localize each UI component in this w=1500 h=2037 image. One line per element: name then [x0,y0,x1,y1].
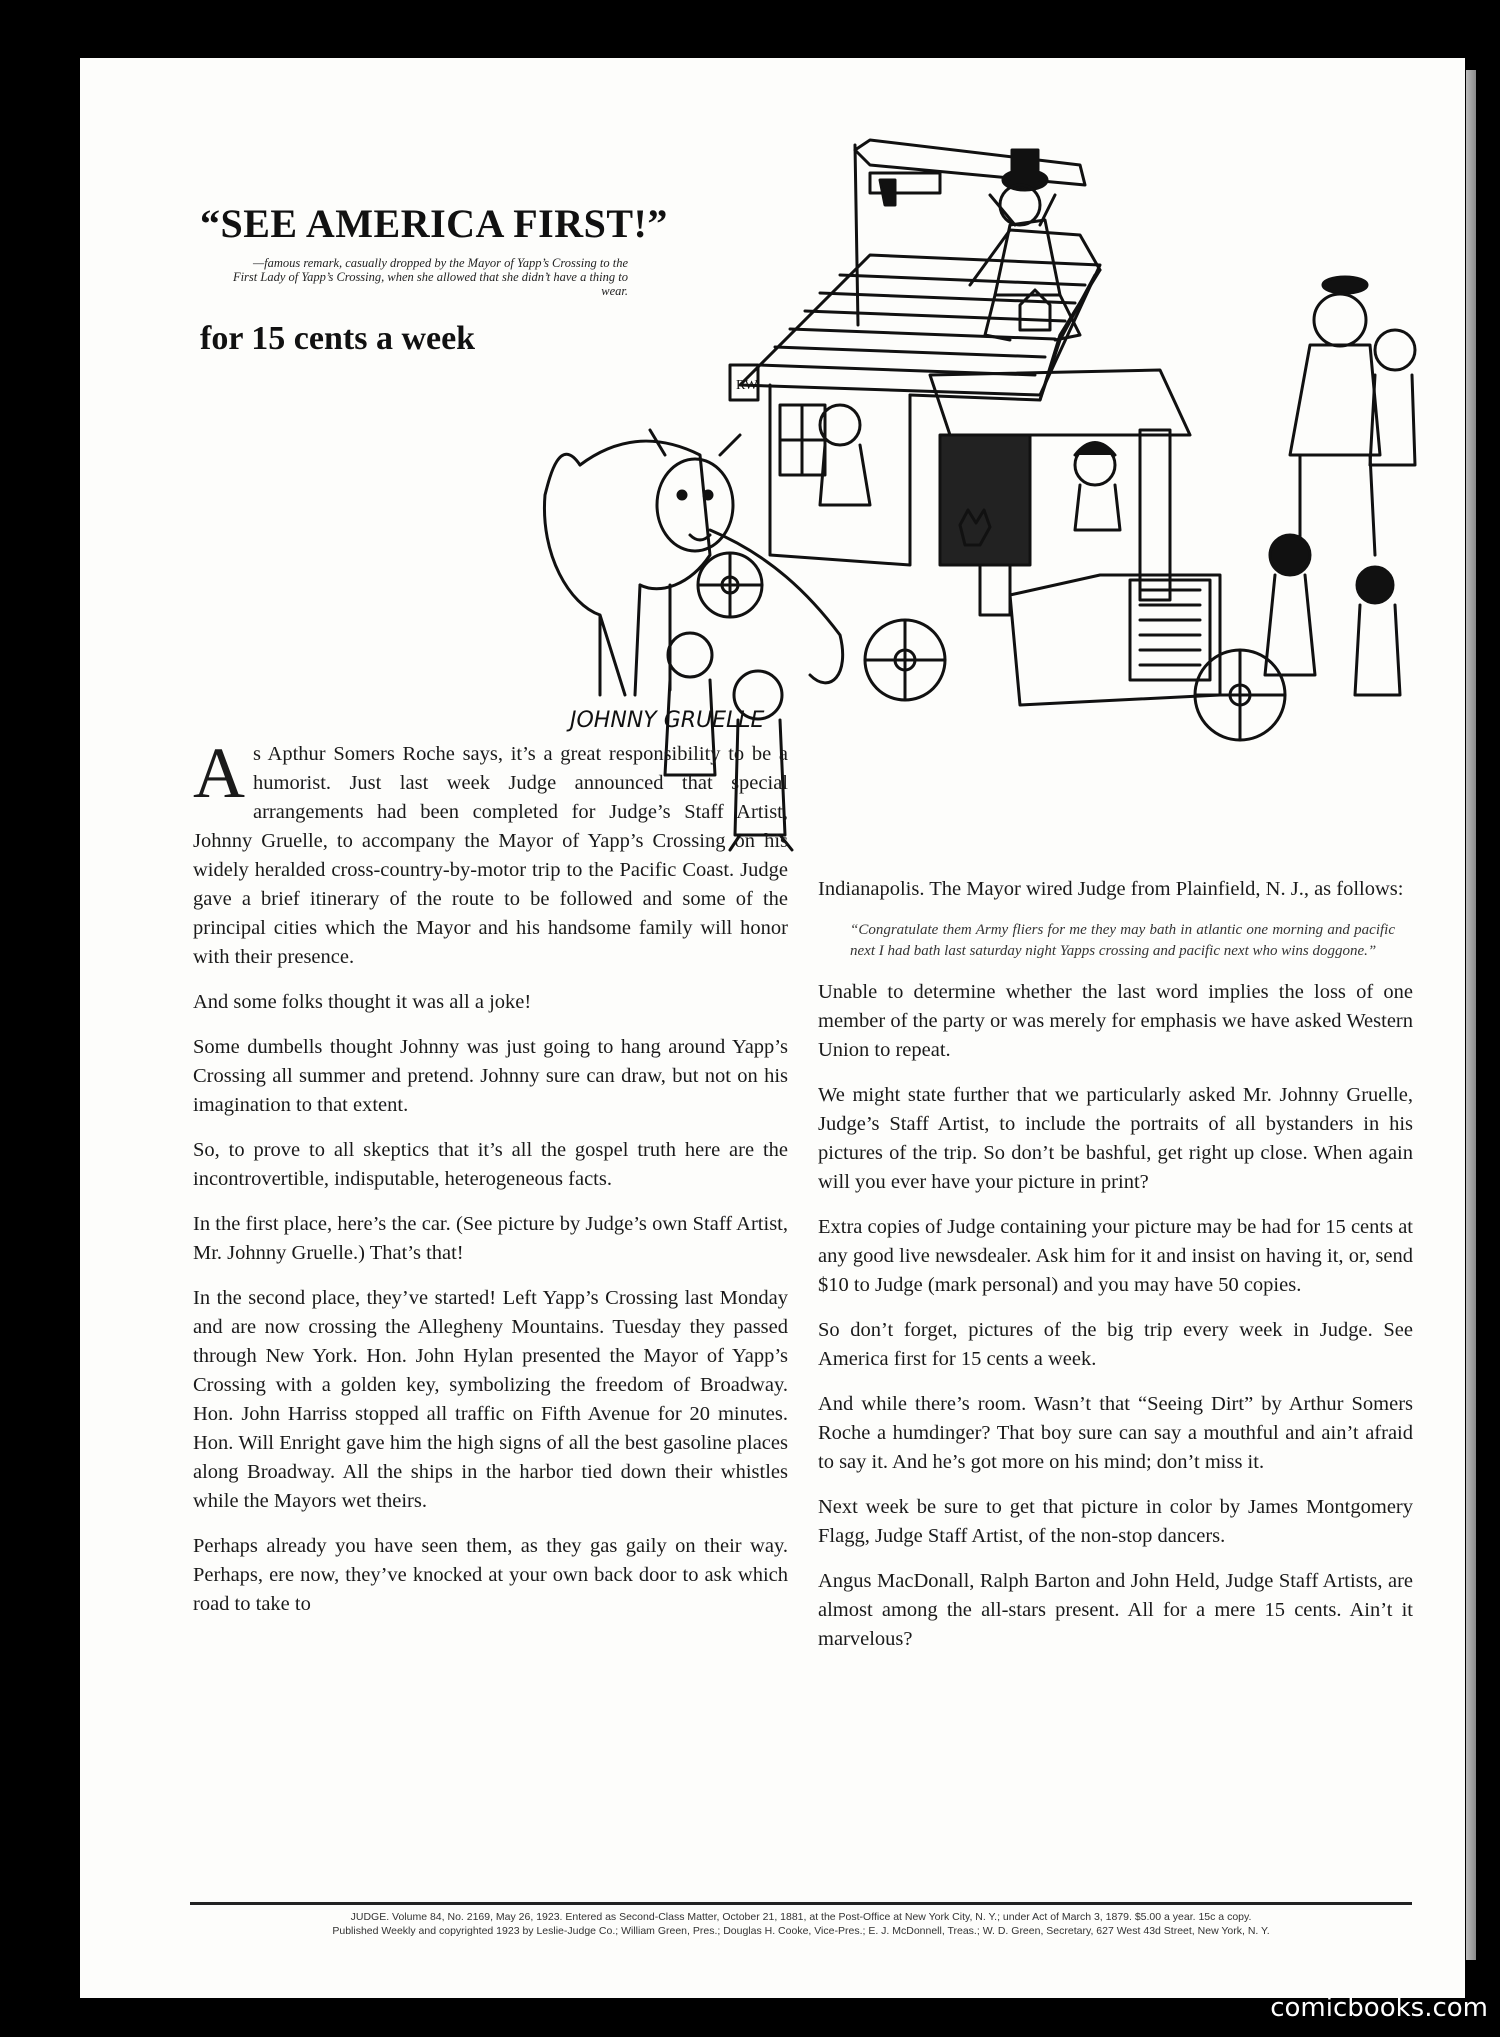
paragraph: Next week be sure to get that picture in color by James Montgomery Flagg, Judge Staff Artist, of the non-stop dancers. [818,1496,1413,1547]
paragraph: Unable to determine whether the last word implies the loss of one member of the party or was merely for emphasis we have asked Western Union to repeat. [818,981,1413,1061]
headline: “SEE AMERICA FIRST!” [200,201,668,246]
paragraph: And while there’s room. Wasn’t that “Seeing Dirt” by Arthur Somers Roche a humdinger? That boy sure can say a mouthful and ain’t afraid to say it. And he’s got more on his mind; don’t miss it. [818,1393,1413,1473]
paragraph: Angus MacDonall, Ralph Barton and John Held, Judge Staff Artists, are almost among the all-stars present. All for a mere 15 cents. Ain’t it marvelous? [818,1570,1413,1650]
paragraph: In the second place, they’ve started! Left Yapp’s Crossing last Monday and are now crossing the Allegheny Mountains. Tuesday they passed through New York. Hon. John Hylan presented the Mayor of Yapp’s Crossing with a golden key, symbolizing the freedom of Broadway. Hon. John Harriss stopped all traffic on Fifth Avenue for 20 minutes. Hon. Will Enright gave him the high signs of all the best gasoline places along Broadway. All the ships in the harbor tied down their whistles while the Mayors wet theirs. [193,1287,788,1512]
paragraph: Extra copies of Judge containing your picture may be had for 15 cents at any good live newsdealer. Ask him for it and insist on having it, or, send $10 to Judge (mark personal) and you may have 50 copies. [818,1216,1413,1296]
paragraph: And some folks thought it was all a joke! [193,991,532,1013]
paragraph: Indianapolis. The Mayor wired Judge from Plainfield, N. J., as follows: [818,878,1404,900]
cartoon-signature: JOHNNY GRUELLE [570,708,765,733]
article-column-right [818,875,1413,1670]
footer-line: JUDGE. Volume 84, No. 2169, May 26, 1923. Entered as Second-Class Matter, October 21, 1881, at the Post-Office at New York City, N. Y.; under Act of March 3, 1879. $5.00 a year. 15c a copy. [350,1911,1252,1923]
sign-letters: RW [736,378,758,393]
paragraph [193,733,788,972]
paragraph: In the first place, here’s the car. (See picture by Judge’s own Staff Artist, Mr. Johnny Gruelle.) That’s that! [193,1213,788,1264]
footer-rule [190,1902,1412,1905]
page-edge [1466,70,1476,1960]
paragraph: So, to prove to all skeptics that it’s all the gospel truth here are the incontrovertible, indisputable, heterogeneous facts. [193,1139,788,1190]
headline-subnote: —famous remark, casually dropped by the Mayor of Yapp’s Crossing to the First Lady of Yapp’s Crossing, when she allowed that she didn’t have a thing to wear. [232,256,628,298]
site-watermark: comicbooks.com [1270,1993,1488,2023]
publication-footer [190,1910,1412,1938]
price-line: for 15 cents a week [200,320,476,357]
paragraph: We might state further that we particularly asked Mr. Johnny Gruelle, Judge’s Staff Artist, to include the portraits of all bystanders in his pictures of the trip. So don’t be bashful, get right up close. When again will you ever have your picture in print? [818,1084,1413,1193]
footer-line: Published Weekly and copyrighted 1923 by Leslie-Judge Co.; William Green, Pres.; Douglas H. Cooke, Vice-Pres.; E. J. McDonnell, Treas.; W. D. Green, Secretary, 627 West 43d Street, New York, N. Y. [332,1925,1270,1937]
paragraph: So don’t forget, pictures of the big trip every week in Judge. See America first for 15 cents a week. [818,1319,1413,1370]
paragraph-text: s Apthur Somers Roche says, it’s a great responsibility to be a humorist. Just last week Judge announced that special arrangements had been completed for Judge’s Staff Artist, Johnny Gruelle, to accompany the Mayor of Yapp’s Crossing on his widely heralded cross-country-by-motor trip to the Pacific Coast. Judge gave a brief itinerary of the route to be followed and some of the principal cities which the Mayor and his handsome family will honor with their presence. [193,743,788,968]
drop-cap: A [193,733,245,813]
telegram-quote: “Congratulate them Army fliers for me they may bath in atlantic one morning and pacific next I had bath last saturday night Yapps crossing and pacific next who wins doggone.” [850,922,1395,959]
article-column-left [193,733,788,1635]
paragraph: Perhaps already you have seen them, as they gas gaily on their way. Perhaps, ere now, they’ve knocked at your own back door to ask which road to take to [193,1535,788,1615]
paragraph: Some dumbells thought Johnny was just going to hang around Yapp’s Crossing all summer and pretend. Johnny sure can draw, but not on his imagination to that extent. [193,1036,788,1116]
